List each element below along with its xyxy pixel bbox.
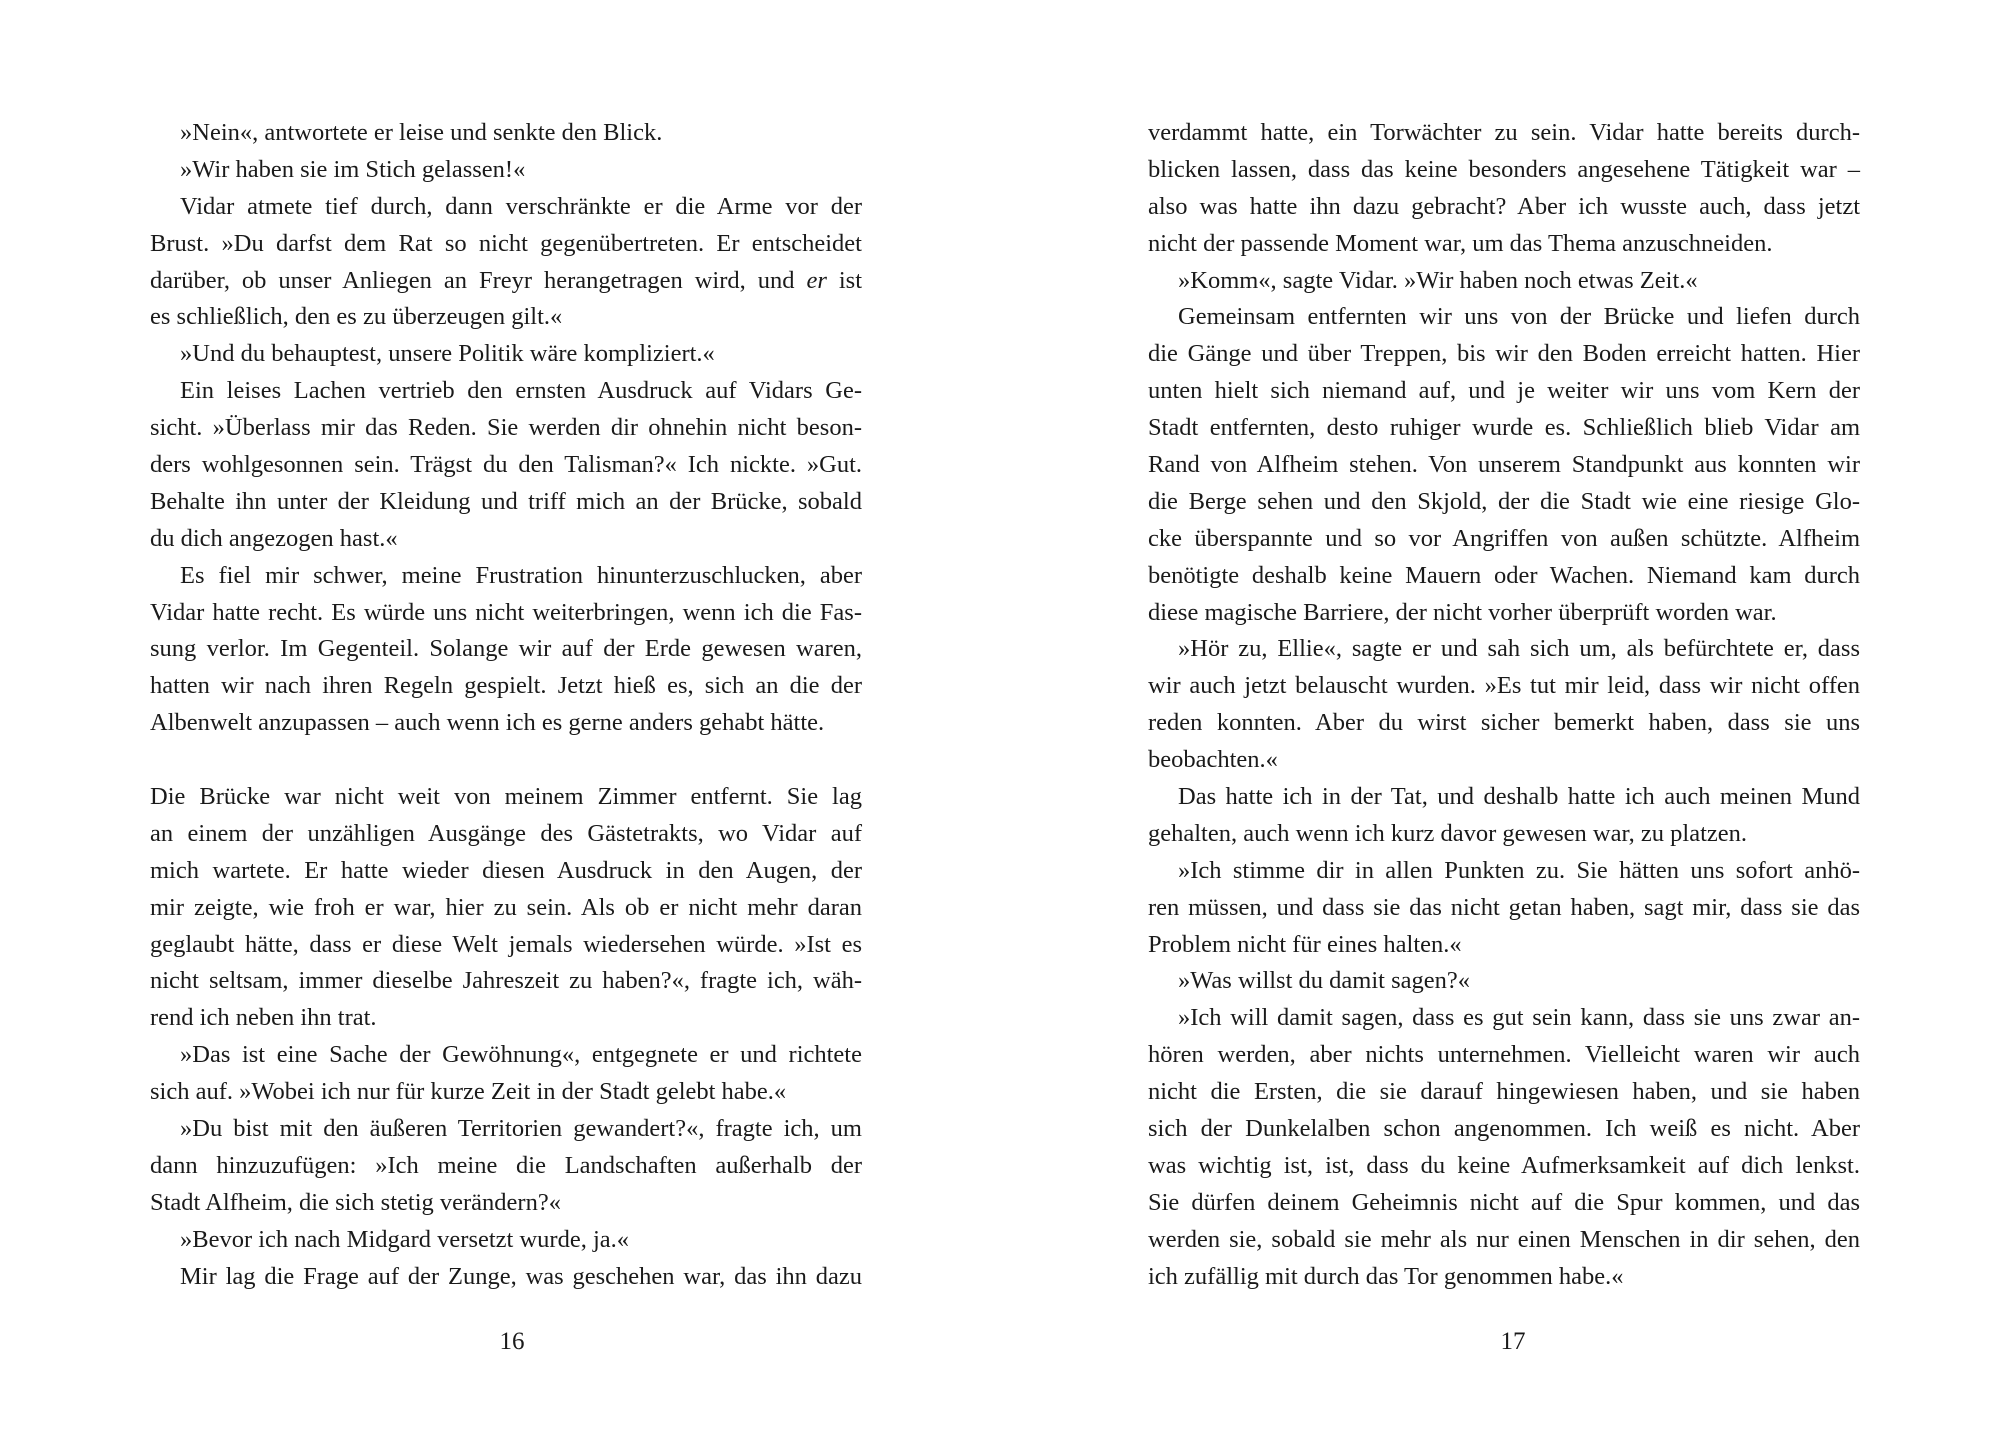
text-segment: sicht. »Überlass mir das Reden. Sie werden dir ohnehin nicht beson-	[150, 414, 862, 442]
text-segment: ren müssen, und dass sie das nicht getan haben, sagt mir, dass sie das	[1148, 893, 1860, 921]
text-segment: Sie dürfen deinem Geheimnis nicht auf die Spur kommen, und das	[1148, 1188, 1860, 1216]
text-line	[150, 779, 862, 816]
text-line	[1148, 410, 1860, 447]
text-segment: Problem nicht für eines halten.«	[1148, 930, 1462, 958]
text-line	[150, 447, 862, 484]
text-segment: verdammt hatte, ein Torwächter zu sein. Vidar hatte bereits durch-	[1148, 119, 1860, 146]
text-segment: hören werden, aber nichts unternehmen. Vielleicht waren wir auch	[1148, 1041, 1860, 1069]
text-line	[150, 152, 862, 189]
text-line	[150, 1000, 862, 1037]
text-segment: diese magische Barriere, der nicht vorher überprüft worden war.	[1148, 598, 1777, 626]
text-line	[150, 558, 862, 595]
text-line	[1148, 668, 1860, 705]
page-number-right: 17	[1500, 1328, 1526, 1355]
text-segment: Stadt Alfheim, die sich stetig verändern?«	[150, 1188, 561, 1216]
text-segment: »Das ist eine Sache der Gewöhnung«, entgegnete er und richtete	[180, 1041, 862, 1069]
text-segment: benötigte deshalb keine Mauern oder Wachen. Niemand kam durch	[1148, 561, 1860, 589]
text-line	[1148, 1259, 1860, 1296]
text-line	[1148, 373, 1860, 410]
text-line	[1148, 558, 1860, 595]
text-line	[150, 705, 862, 742]
text-line	[150, 1259, 862, 1296]
text-line	[150, 189, 862, 226]
text-line	[150, 816, 862, 853]
text-line	[1148, 152, 1860, 189]
text-segment: Albenwelt anzupassen – auch wenn ich es gerne anders gehabt hätte.	[150, 709, 825, 737]
text-segment: mir zeigte, wie froh er war, hier zu sein. Als ob er nicht mehr daran	[150, 893, 862, 921]
text-line	[150, 890, 862, 927]
text-segment: Brust. »Du darfst dem Rat so nicht gegenübertreten. Er entscheidet	[150, 229, 862, 257]
text-segment: rend ich neben ihn trat.	[150, 1004, 377, 1032]
text-segment: mich wartete. Er hatte wieder diesen Ausdruck in den Augen, der	[150, 856, 862, 884]
text-segment: darüber, ob unser Anliegen an Freyr herangetragen wird, und	[150, 266, 807, 294]
text-line	[150, 1222, 862, 1259]
text-segment: unten hielt sich niemand auf, und je weiter wir uns vom Kern der	[1148, 377, 1860, 405]
text-segment: Stadt entfernten, desto ruhiger wurde es. Schließlich blieb Vidar am	[1148, 414, 1860, 442]
text-line	[150, 1185, 862, 1222]
text-line	[150, 336, 862, 373]
text-line	[1148, 963, 1860, 1000]
text-segment: an einem der unzähligen Ausgänge des Gästetrakts, wo Vidar auf	[150, 819, 862, 847]
text-line	[150, 115, 862, 152]
text-segment: also was hatte ihn dazu gebracht? Aber ich wusste auch, dass jetzt	[1148, 192, 1860, 220]
text-line	[150, 963, 862, 1000]
text-segment: »Was willst du damit sagen?«	[1178, 967, 1470, 995]
text-segment: blicken lassen, dass das keine besonders angesehene Tätigkeit war –	[1148, 155, 1860, 183]
text-line	[150, 263, 862, 300]
text-segment: hatten wir nach ihren Regeln gespielt. Jetzt hieß es, sich an die der	[150, 672, 862, 700]
text-segment: »Hör zu, Ellie«, sagte er und sah sich um, als befürchtete er, dass	[1178, 635, 1860, 663]
text-segment: Ein leises Lachen vertrieb den ernsten Ausdruck auf Vidars Ge-	[180, 377, 862, 405]
text-segment: die Gänge und über Treppen, bis wir den Boden erreicht hatten. Hier	[1148, 340, 1860, 368]
text-segment: Das hatte ich in der Tat, und deshalb hatte ich auch meinen Mund	[1178, 783, 1860, 811]
text-segment: gehalten, auch wenn ich kurz davor gewesen war, zu platzen.	[1148, 819, 1748, 847]
text-line	[1148, 336, 1860, 373]
text-line	[150, 1111, 862, 1148]
text-segment: du dich angezogen hast.«	[150, 524, 398, 552]
text-line	[150, 595, 862, 632]
text-line	[1148, 853, 1860, 890]
text-line	[1148, 816, 1860, 853]
text-line	[1148, 1000, 1860, 1037]
text-segment: nicht seltsam, immer dieselbe Jahreszeit zu haben?«, fragte ich, wäh-	[150, 967, 862, 995]
text-segment: »Komm«, sagte Vidar. »Wir haben noch etwas Zeit.«	[1178, 266, 1698, 294]
text-segment: Es fiel mir schwer, meine Frustration hinunterzuschlucken, aber	[180, 561, 862, 589]
text-segment: was wichtig ist, ist, dass du keine Aufmerksamkeit auf dich lenkst.	[1148, 1151, 1860, 1179]
text-line	[150, 410, 862, 447]
text-line	[150, 1037, 862, 1074]
text-line	[1148, 1074, 1860, 1111]
emphasis-word: er	[806, 266, 827, 294]
text-segment: geglaubt hätte, dass er diese Welt jemals wiedersehen würde. »Ist es	[150, 930, 862, 958]
text-segment: »Ich will damit sagen, dass es gut sein kann, dass sie uns zwar an-	[1178, 1004, 1860, 1032]
right-page-text	[1148, 115, 1860, 1296]
text-line	[1148, 484, 1860, 521]
text-segment: Vidar hatte recht. Es würde uns nicht weiterbringen, wenn ich die Fas-	[150, 598, 862, 626]
text-line	[1148, 1148, 1860, 1185]
text-line	[1148, 189, 1860, 226]
text-segment: »Wir haben sie im Stich gelassen!«	[180, 155, 526, 183]
text-segment: Mir lag die Frage auf der Zunge, was geschehen war, das ihn dazu	[180, 1262, 862, 1290]
text-segment: reden konnten. Aber du wirst sicher bemerkt haben, dass sie uns	[1148, 709, 1860, 737]
text-line	[150, 226, 862, 263]
text-segment: nicht die Ersten, die sie darauf hingewiesen haben, und sie haben	[1148, 1078, 1860, 1106]
text-segment: werden sie, sobald sie mehr als nur einen Menschen in dir sehen, den	[1148, 1225, 1860, 1253]
text-line	[150, 853, 862, 890]
text-line	[150, 1074, 862, 1111]
text-line	[1148, 890, 1860, 927]
text-line	[1148, 595, 1860, 632]
page-number-left: 16	[499, 1328, 525, 1355]
text-segment: »Nein«, antwortete er leise und senkte den Blick.	[180, 119, 663, 146]
text-line	[1148, 521, 1860, 558]
text-segment: ich zufällig mit durch das Tor genommen habe.«	[1148, 1262, 1624, 1290]
text-segment: beobachten.«	[1148, 746, 1278, 774]
text-segment: Vidar atmete tief durch, dann verschränkte er die Arme vor der	[180, 192, 862, 220]
text-line	[1148, 705, 1860, 742]
text-segment: »Ich stimme dir in allen Punkten zu. Sie hätten uns sofort anhö-	[1178, 856, 1860, 884]
text-line	[1148, 1222, 1860, 1259]
text-segment: Gemeinsam entfernten wir uns von der Brücke und liefen durch	[1178, 303, 1860, 331]
text-segment: Behalte ihn unter der Kleidung und triff mich an der Brücke, sobald	[150, 487, 862, 515]
text-line	[150, 631, 862, 668]
text-line	[1148, 447, 1860, 484]
text-segment: ist	[826, 266, 862, 294]
text-line	[150, 521, 862, 558]
text-segment: die Berge sehen und den Skjold, der die Stadt wie eine riesige Glo-	[1148, 487, 1860, 515]
text-segment: wir auch jetzt belauscht wurden. »Es tut mir leid, dass wir nicht offen	[1148, 672, 1860, 700]
text-line	[150, 299, 862, 336]
text-line	[1148, 631, 1860, 668]
text-segment: dann hinzuzufügen: »Ich meine die Landschaften außerhalb der	[150, 1151, 862, 1179]
text-line	[1148, 1185, 1860, 1222]
text-segment: sung verlor. Im Gegenteil. Solange wir auf der Erde gewesen waren,	[150, 635, 862, 663]
text-line	[1148, 779, 1860, 816]
text-segment: es schließlich, den es zu überzeugen gilt.«	[150, 303, 563, 331]
text-line	[1148, 1037, 1860, 1074]
text-line	[150, 927, 862, 964]
section-break	[150, 742, 862, 779]
text-segment: nicht der passende Moment war, um das Thema anzuschneiden.	[1148, 229, 1773, 257]
text-line	[1148, 263, 1860, 300]
text-segment: Rand von Alfheim stehen. Von unserem Standpunkt aus konnten wir	[1148, 451, 1860, 479]
text-line	[150, 484, 862, 521]
text-line	[1148, 927, 1860, 964]
text-segment: cke überspannte und so vor Angriffen von außen schützte. Alfheim	[1148, 524, 1860, 552]
text-segment: Die Brücke war nicht weit von meinem Zimmer entfernt. Sie lag	[150, 783, 862, 811]
text-segment: »Du bist mit den äußeren Territorien gewandert?«, fragte ich, um	[180, 1115, 862, 1143]
text-segment: sich der Dunkelalben schon angenommen. Ich weiß es nicht. Aber	[1148, 1115, 1860, 1143]
text-line	[150, 373, 862, 410]
text-line	[150, 1148, 862, 1185]
text-line	[1148, 115, 1860, 152]
text-line	[1148, 299, 1860, 336]
text-segment: »Bevor ich nach Midgard versetzt wurde, ja.«	[180, 1225, 630, 1253]
text-segment: »Und du behauptest, unsere Politik wäre kompliziert.«	[180, 340, 715, 368]
text-segment: ders wohlgesonnen sein. Trägst du den Talisman?« Ich nickte. »Gut.	[150, 451, 862, 479]
text-line	[1148, 742, 1860, 779]
left-page-text	[150, 115, 862, 1296]
text-line	[1148, 226, 1860, 263]
text-line	[1148, 1111, 1860, 1148]
text-line	[150, 668, 862, 705]
text-segment: sich auf. »Wobei ich nur für kurze Zeit in der Stadt gelebt habe.«	[150, 1078, 787, 1106]
